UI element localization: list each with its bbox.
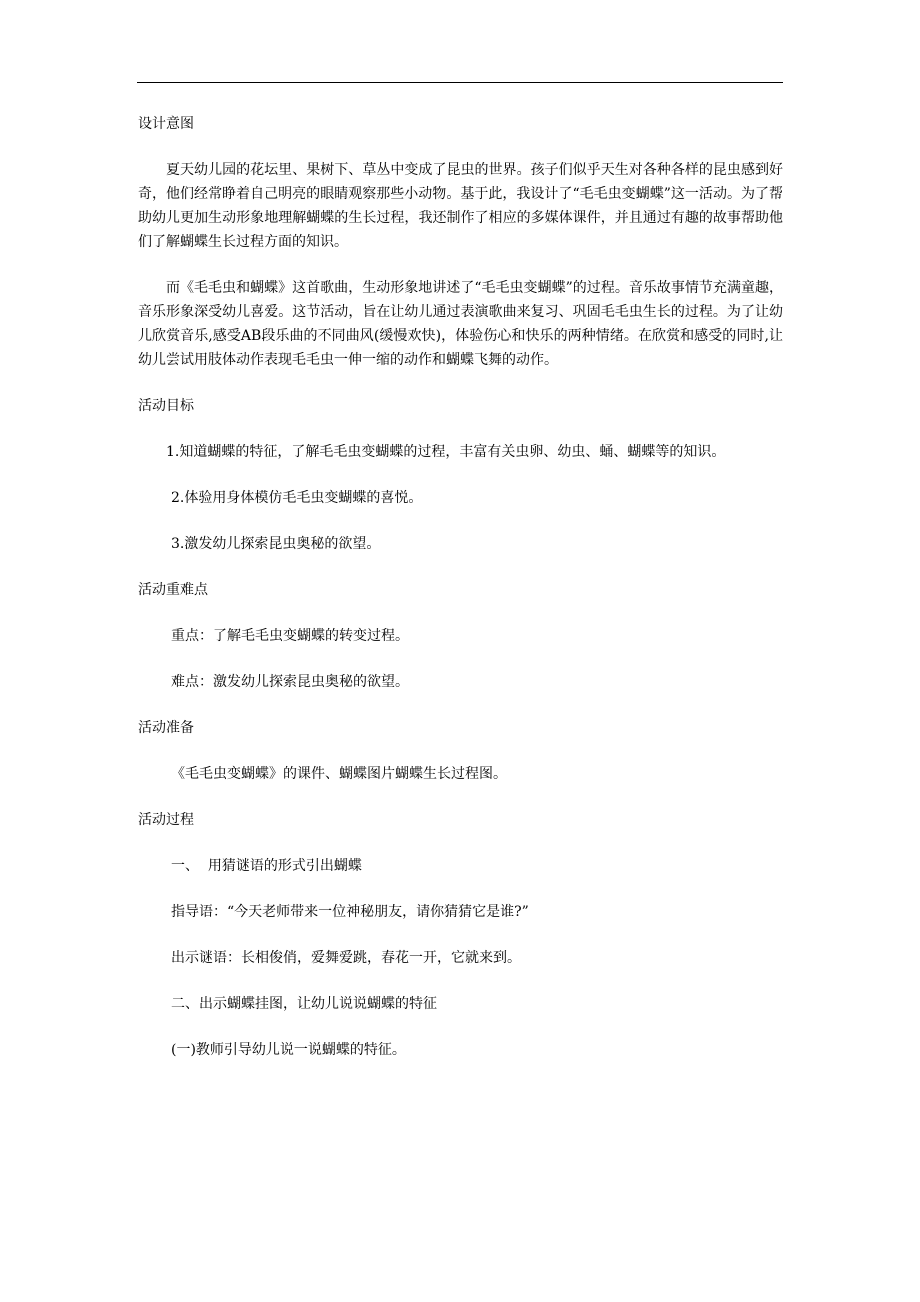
- guide-speech: 指导语：“今天老师带来一位神秘朋友，请你猜猜它是谁?”: [171, 904, 529, 920]
- document-body: [138, 112, 783, 1084]
- preparation-text: 《毛毛虫变蝴蝶》的课件、蝴蝶图片蝴蝶生长过程图。: [171, 766, 507, 782]
- difficult-point: 难点：激发幼儿探索昆虫奥秘的欲望。: [171, 674, 409, 690]
- heading-design-intent: 设计意图: [138, 116, 194, 132]
- goal-item-3: 3.激发幼儿探索昆虫奥秘的欲望。: [171, 536, 381, 552]
- heading-activity-goals: 活动目标: [138, 398, 194, 414]
- key-point: 重点：了解毛毛虫变蝴蝶的转变过程。: [171, 628, 409, 644]
- goal-item-1: 1.知道蝴蝶的特征，了解毛毛虫变蝴蝶的过程，丰富有关虫卵、幼虫、蛹、蝴蝶等的知识。: [166, 444, 726, 460]
- process-step-2-1: (一)教师引导幼儿说一说蝴蝶的特征。: [171, 1042, 406, 1058]
- header-rule: [137, 82, 783, 83]
- heading-key-points: 活动重难点: [138, 582, 208, 598]
- process-step-1: 一、 用猜谜语的形式引出蝴蝶: [171, 858, 362, 874]
- goal-item-2: 2.体验用身体模仿毛毛虫变蝴蝶的喜悦。: [171, 490, 423, 506]
- process-step-2: 二、出示蝴蝶挂图，让幼儿说说蝴蝶的特征: [171, 996, 437, 1012]
- paragraph-design-intent-1: 夏天幼儿园的花坛里、果树下、草丛中变成了昆虫的世界。孩子们似乎天生对各种各样的昆虫感到好奇，他们经常睁着自己明亮的眼睛观察那些小动物。基于此，我设计了“毛毛虫变蝴蝶”这一活动。为了帮助幼儿更加生动形象地理解蝴蝶的生长过程，我还制作了相应的多媒体课件，并且通过有趣的故事帮助他们了解蝴蝶生长过程方面的知识。: [138, 162, 783, 250]
- paragraph-design-intent-2: 而《毛毛虫和蝴蝶》这首歌曲，生动形象地讲述了“毛毛虫变蝴蝶”的过程。音乐故事情节充满童趣，音乐形象深受幼儿喜爱。这节活动，旨在让幼儿通过表演歌曲来复习、巩固毛毛虫生长的过程。为了让幼儿欣赏音乐,感受AB段乐曲的不同曲风(缓慢欢快)，体验伤心和快乐的两种情绪。在欣赏和感受的同时,让幼儿尝试用肢体动作表现毛毛虫一伸一缩的动作和蝴蝶飞舞的动作。: [138, 280, 783, 368]
- heading-activity-process: 活动过程: [138, 812, 194, 828]
- riddle-text: 出示谜语：长相俊俏，爱舞爱跳，春花一开，它就来到。: [171, 950, 521, 966]
- heading-preparation: 活动准备: [138, 720, 194, 736]
